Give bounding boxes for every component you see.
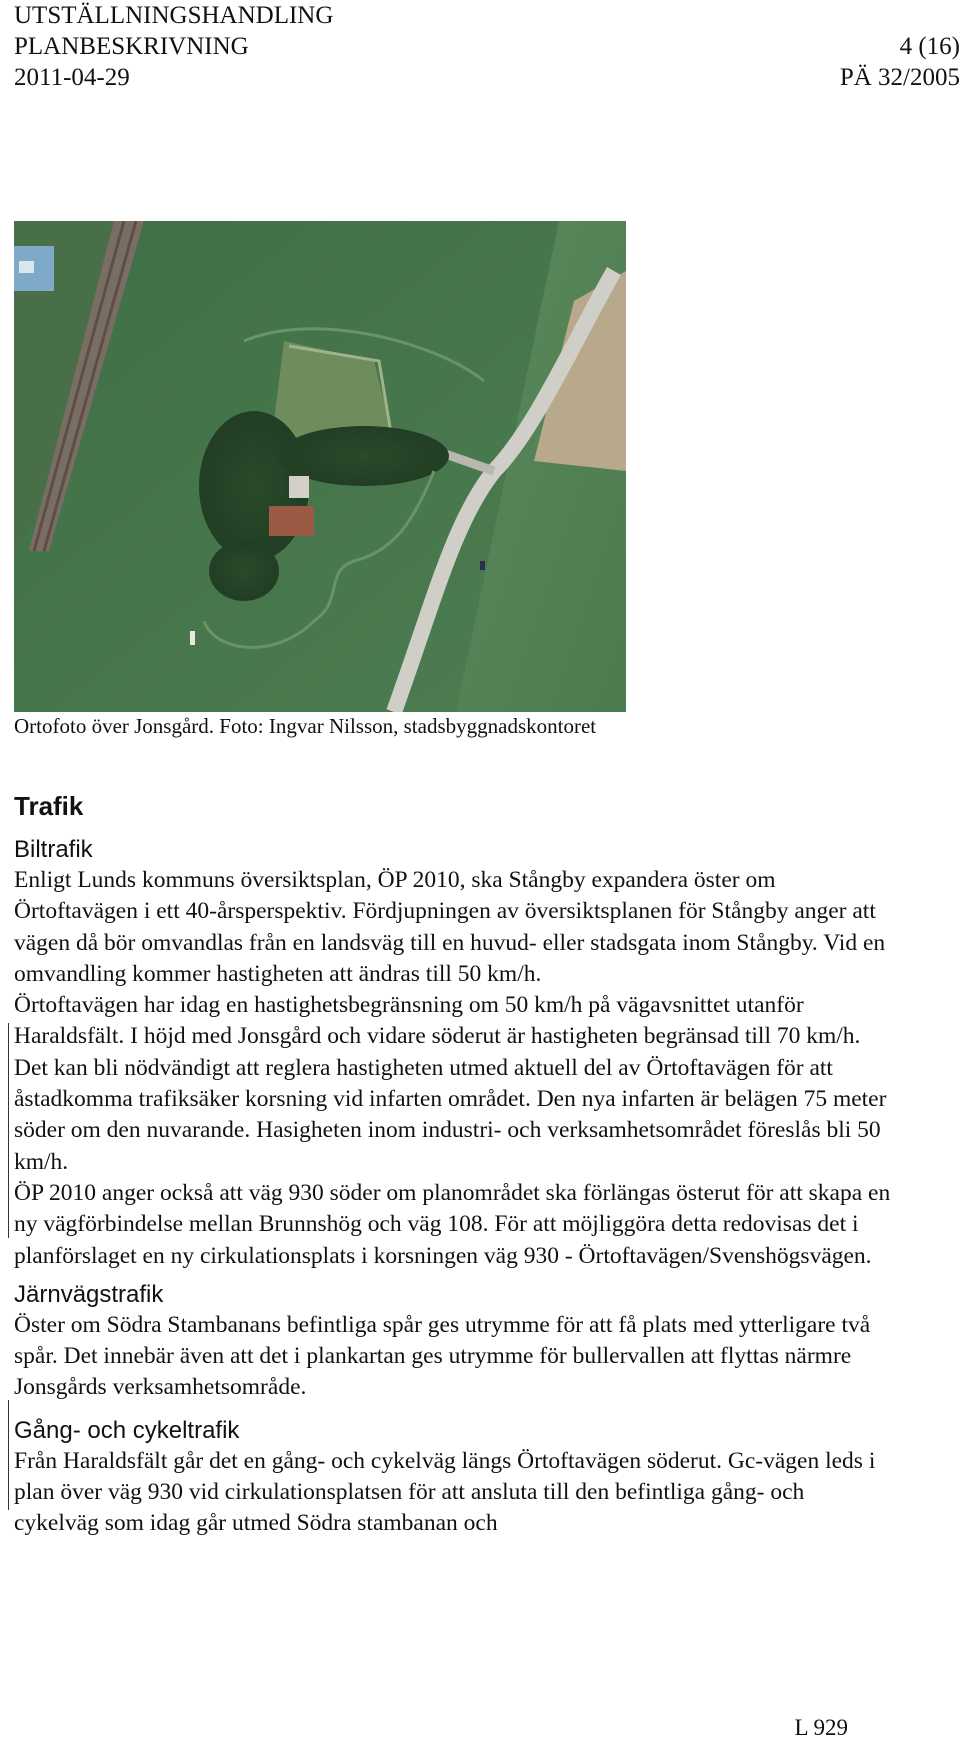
header-row-2: [14, 31, 960, 62]
paragraph-biltrafik-1: Enligt Lunds kommuns översiktsplan, ÖP 2010, ska Stångby expandera öster om Örtoftavägen i ett 40-årsperspektiv. Fördjupningen av översiktsplanen för Stångby anger att vägen då bör omvandlas från en landsväg till en huvud- eller stadsgata inom Stångby. Vid en omvandling kommer hastigheten att ändras till 50 km/h.: [14, 867, 886, 987]
page-number: 4 (16): [899, 33, 960, 60]
document-status: UTSTÄLLNINGSHANDLING: [14, 2, 334, 29]
subheading-jarnvagstrafik: Järnvägstrafik: [14, 1280, 164, 1308]
paragraph-biltrafik-2: Örtoftavägen har idag en hastighetsbegränsning om 50 km/h på vägavsnittet utanför Haraldsfält. I höjd med Jonsgård och vidare söderut är hastigheten begränsad till 70 km/h. Det kan bli nödvändigt att reglera hastigheten utmed aktuell del av Örtoftavägen för att åstadkomma trafiksäker korsning vid infarten området. Den nya infarten är belägen 75 meter söder om den nuvarande. Hasigheten inom industri- och verksamhetsområdet föreslås bli 50 km/h.: [14, 992, 887, 1175]
photo-caption: Ortofoto över Jonsgård. Foto: Ingvar Nilsson, stadsbyggnadskontoret: [14, 714, 597, 738]
paragraph-gang-cykeltrafik: Från Haraldsfält går det en gång- och cykelväg längs Örtoftavägen söderut. Gc-vägen leds i plan över väg 930 vid cirkulationsplatsen för att ansluta till den befintliga gång- och cykelväg som idag går utmed Södra stambanan och: [14, 1447, 876, 1537]
paragraph-biltrafik-3: ÖP 2010 anger också att väg 930 söder om planområdet ska förlängas österut för att skapa en ny vägförbindelse mellan Brunnshög och väg 108. För att möjliggöra detta redovisas det i planförslaget en ny cirkulationsplats i korsningen väg 930 - Örtoftavägen/Svenshögsvägen.: [14, 1179, 891, 1269]
document-code: L 929: [794, 1715, 848, 1740]
header-row-3: [14, 62, 960, 93]
aerial-photo: [14, 221, 626, 712]
subheading-biltrafik: Biltrafik: [14, 836, 93, 863]
header-row-1: [14, 0, 960, 31]
paragraph-jarnvagstrafik: Öster om Södra Stambanans befintliga spår ges utrymme för att få plats med ytterligare två spår. Det innebär även att det i plankartan ges utrymme för bullervallen att flyttas närmre Jonsgårds verksamhetsområde.: [14, 1311, 871, 1401]
revision-margin-bar-1: [8, 1023, 9, 1238]
document-type: PLANBESKRIVNING: [14, 33, 249, 60]
section-heading-trafik: Trafik: [14, 791, 84, 821]
document-body: [14, 790, 894, 1540]
document-date: 2011-04-29: [14, 64, 130, 91]
document-reference: PÄ 32/2005: [839, 64, 960, 91]
page-header: [14, 0, 960, 93]
revision-margin-bar-2: [8, 1400, 9, 1510]
subheading-gang-cykeltrafik: Gång- och cykeltrafik: [14, 1416, 240, 1444]
